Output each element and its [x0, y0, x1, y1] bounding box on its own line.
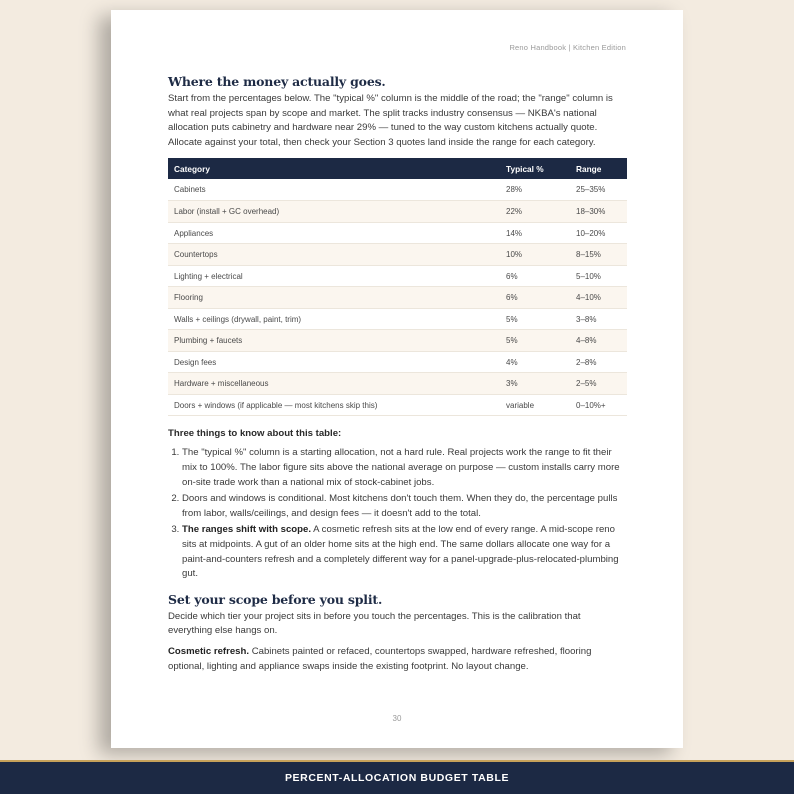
- cell-category: Design fees: [174, 357, 217, 367]
- cell-category: Hardware + miscellaneous: [174, 379, 269, 389]
- cell-range: 10–20%: [576, 228, 606, 238]
- page-number: 30: [392, 714, 402, 723]
- list-item: [182, 492, 627, 521]
- document-page: [111, 10, 683, 748]
- section-heading-money: Where the money actually goes.: [168, 74, 386, 89]
- running-head: Reno Handbook | Kitchen Edition: [509, 43, 626, 52]
- table-row: [168, 330, 627, 352]
- cell-category: Flooring: [174, 293, 203, 303]
- cosmetic-lead: Cosmetic refresh.: [168, 645, 250, 657]
- cell-typical: 10%: [506, 250, 523, 260]
- footer-label: PERCENT-ALLOCATION BUDGET TABLE: [284, 772, 510, 784]
- cell-typical: 5%: [506, 336, 518, 346]
- cell-category: Cabinets: [174, 185, 206, 195]
- cell-typical: variable: [506, 400, 535, 410]
- cell-typical: 22%: [506, 207, 523, 217]
- list-item: [182, 446, 627, 490]
- note-text: A cosmetic refresh sits at the low end of every range. A mid-scope reno sits at midpoints. A gut of an older home sits at the high end. The same dollars allocate one way for a paint-and-counters refresh and a completely different way for a panel-upgrade-plus-relocated-plumbing gut.: [182, 524, 619, 580]
- cell-range: 3–8%: [576, 314, 597, 324]
- cell-category: Walls + ceilings (drywall, paint, trim): [174, 314, 302, 324]
- table-row: [168, 287, 627, 309]
- cell-category: Lighting + electrical: [174, 271, 243, 281]
- cell-typical: 3%: [506, 379, 518, 389]
- notes-list: [168, 446, 627, 581]
- list-item: [182, 523, 627, 581]
- table-row: [168, 265, 627, 287]
- table-row: [168, 222, 627, 244]
- cell-category: Appliances: [174, 228, 214, 238]
- notes-heading: Three things to know about this table:: [168, 428, 342, 440]
- table-row: [168, 179, 627, 201]
- cell-typical: 4%: [506, 357, 518, 367]
- note-text: Doors and windows is conditional. Most kitchens don't touch them. When they do, the percentage pulls from labor, walls/ceilings, and design fees — it doesn't add to the total.: [182, 493, 618, 519]
- cell-category: Labor (install + GC overhead): [174, 207, 280, 217]
- section-intro-money: Start from the percentages below. The "typical %" column is the middle of the road; the "range" column is what real projects span by scope and market. The split tracks industry consensus — NKBA's national allocation puts cabinetry and hardware near 29% — tuned to the way custom kitchens actually quote. Allocate against your total, then check your Section 3 quotes land inside the range for each category.: [168, 93, 613, 148]
- cell-typical: 28%: [506, 185, 523, 195]
- cell-category: Plumbing + faucets: [174, 336, 243, 346]
- cell-range: 0–10%+: [576, 400, 606, 410]
- note-lead: The ranges shift with scope.: [182, 524, 312, 536]
- column-header-range: Range: [576, 163, 602, 174]
- cell-range: 18–30%: [576, 207, 606, 217]
- table-row: [168, 244, 627, 266]
- cell-typical: 14%: [506, 228, 523, 238]
- cell-category: Doors + windows (if applicable — most kitchens skip this): [174, 400, 378, 410]
- column-header-category: Category: [174, 163, 210, 174]
- table-row: [168, 201, 627, 223]
- cell-category: Countertops: [174, 250, 218, 260]
- cosmetic-refresh-paragraph: [168, 645, 627, 674]
- cell-range: 8–15%: [576, 250, 601, 260]
- cell-typical: 5%: [506, 314, 518, 324]
- section-heading-scope: Set your scope before you split.: [168, 591, 383, 607]
- footer-banner: [0, 760, 794, 794]
- table-header-row: [168, 158, 627, 179]
- cell-range: 4–8%: [576, 336, 597, 346]
- table-row: [168, 373, 627, 395]
- cell-range: 4–10%: [576, 293, 601, 303]
- cell-range: 2–8%: [576, 357, 597, 367]
- table-row: [168, 308, 627, 330]
- section-intro-scope: Decide which tier your project sits in before you touch the percentages. This is the calibration that everything else hangs on.: [168, 610, 581, 637]
- column-header-typical: Typical %: [506, 163, 544, 174]
- cell-range: 2–5%: [576, 379, 597, 389]
- table-row: [168, 351, 627, 373]
- cell-range: 5–10%: [576, 271, 601, 281]
- cosmetic-text: Cabinets painted or refaced, countertops swapped, hardware refreshed, flooring optional, lighting and appliance swaps inside the existing footprint. No layout change.: [168, 645, 592, 672]
- cell-typical: 6%: [506, 271, 518, 281]
- table-row: [168, 394, 627, 416]
- cell-typical: 6%: [506, 293, 518, 303]
- cell-range: 25–35%: [576, 185, 606, 195]
- budget-table: [168, 158, 627, 416]
- note-text: The "typical %" column is a starting allocation, not a hard rule. Real projects work the range to fit their mix to 100%. The labor figure sits above the national average on purpose — custom installs carry more on-site trade work than a national mix of stock-cabinet jobs.: [182, 447, 620, 488]
- page-content: [168, 74, 627, 674]
